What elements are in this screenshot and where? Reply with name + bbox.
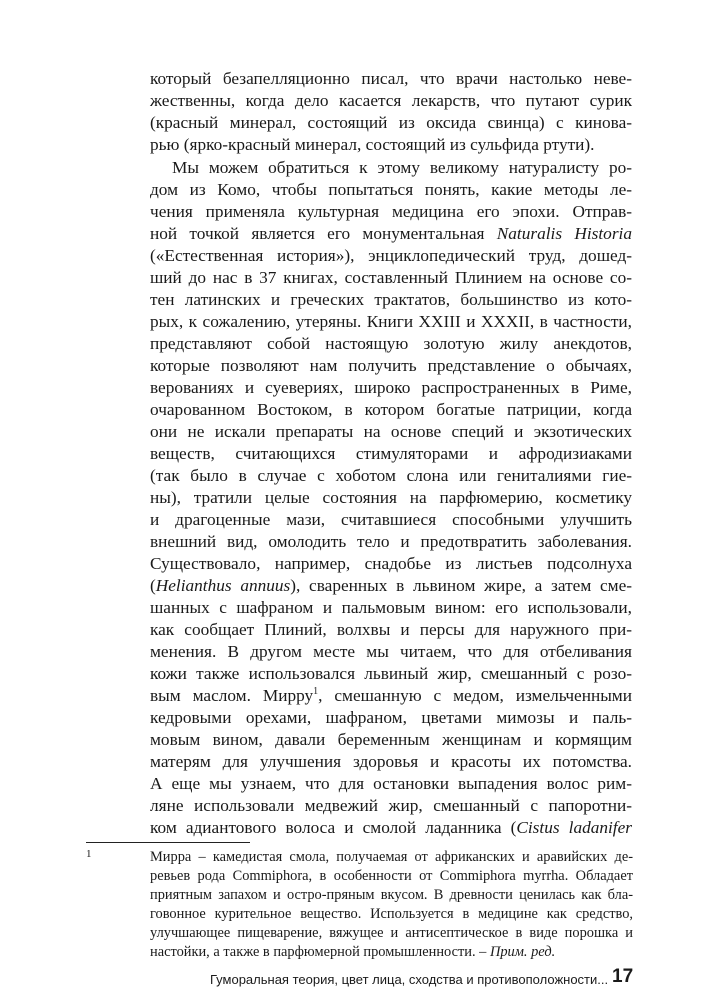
text-line: кедровыми орехами, шафраном, цветами мимозы и паль- — [150, 708, 632, 727]
text-line: Существовало, например, снадобье из листьев подсолнуха — [150, 554, 632, 573]
text-line: дом из Комо, чтобы попытаться понять, какие методы ле- — [150, 180, 632, 199]
footnote-reference[interactable]: 1 — [313, 686, 319, 697]
footnote-line: Мирра – камедистая смола, получаемая от африканских и аравийских де- — [150, 849, 633, 865]
text-line: мовым вином, давали беременным женщинам и кормящим — [150, 730, 632, 749]
footnote-line: улучшающее пищеварение, вяжущее и антисептическое в виде порошка и — [150, 925, 633, 941]
footnote-marker: 1 — [86, 848, 92, 860]
text-line: А еще мы узнаем, что для остановки выпадения волос рим- — [150, 774, 632, 793]
italic-species-name: Cistus ladanifer — [516, 818, 633, 837]
text-line: ны), тратили целые состояния на парфюмерию, косметику — [150, 488, 632, 507]
text-line: рых, к сожалению, утеряны. Книги XXIII и XXXII, в частности, — [150, 312, 632, 331]
italic-species-name: Helianthus annuus — [155, 576, 291, 595]
text-line: ляне использовали медвежий жир, смешанный с папоротни- — [150, 796, 632, 815]
text-line: кожи также использовался львиный жир, смешанный с розо- — [150, 664, 632, 683]
text-line: шанных с шафраном и пальмовым вином: его использовали, — [150, 598, 632, 617]
text-line: жественны, когда дело касается лекарств, что путают сурик — [150, 91, 632, 110]
text-line: (Helianthus annuus), сваренных в львином жире, а затем сме- — [150, 576, 632, 595]
text-line: менения. В другом месте мы читаем, что для отбеливания — [150, 642, 632, 661]
text-line: ной точкой является его монументальная Naturalis Historia — [150, 224, 632, 243]
text-line: который безапелляционно писал, что врачи настолько неве- — [150, 69, 632, 88]
page-number: 17 — [612, 966, 634, 987]
text-line: верованиях и суевериях, широко распространенных в Риме, — [150, 378, 632, 397]
editor-note: Прим. ред. — [489, 944, 556, 960]
text-line: (так было в случае с хоботом слона или гениталиями гие- — [150, 466, 632, 485]
italic-title: Naturalis Historia — [496, 224, 632, 243]
text-line: как сообщает Плиний, волхвы и персы для наружного при- — [150, 620, 632, 639]
paragraph-first-line: Мы можем обратиться к этому великому натуралисту ро- — [172, 158, 632, 177]
text-line: очарованном Востоком, в котором богатые патриции, когда — [150, 400, 632, 419]
text-line: которые позволяют нам получить представление о обычаях, — [150, 356, 632, 375]
running-head: Гуморальная теория, цвет лица, сходства и противоположности... — [210, 972, 609, 987]
text-line: представляют собой настоящую золотую жилу анекдотов, — [150, 334, 632, 353]
text-line: (красный минерал, состоящий из оксида свинца) с кинова- — [150, 113, 632, 132]
footnote-line: говонное курительное вещество. Используется в медицине как средство, — [150, 906, 633, 922]
text-line: внешний вид, омолодить тело и предотвратить заболевания. — [150, 532, 632, 551]
text-line: ший до нас в 37 книгах, составленный Плинием на основе со- — [150, 268, 632, 287]
text-line: тен латинских и греческих трактатов, большинство из кото- — [150, 290, 632, 309]
text-line: матерям для улучшения здоровья и красоты их потомства. — [150, 752, 632, 771]
text-line: они не искали препараты на основе специй и экзотических — [150, 422, 632, 441]
text-line: вым маслом. Мирру$^1$, смешанную с медом, измельченными — [150, 686, 632, 705]
footnote-line: ревьев рода Commiphora, в особенности от Commiphora myrrha. Обладает — [150, 868, 633, 884]
text-line: и драгоценные мази, считавшиеся способными улучшить — [150, 510, 632, 529]
text-line: чения применяла культурная медицина его эпохи. Отправ- — [150, 202, 632, 221]
footnote-line: приятным запахом и остро-пряным вкусом. В древности ценилась как бла- — [150, 887, 633, 903]
text-line: («Естественная история»), энциклопедический труд, дошед- — [150, 246, 632, 265]
text-line: рью (ярко-красный минерал, состоящий из сульфида ртути). — [150, 135, 595, 154]
text-line: ком адиантового волоса и смолой ладанника (Cistus ladanifer — [150, 818, 633, 837]
footnote-line: настойки, а также в парфюмерной промышленности. – Прим. ред. — [150, 944, 556, 960]
footnote-divider — [86, 842, 250, 843]
text-line: веществ, считающихся стимуляторами и афродизиаками — [150, 444, 632, 463]
